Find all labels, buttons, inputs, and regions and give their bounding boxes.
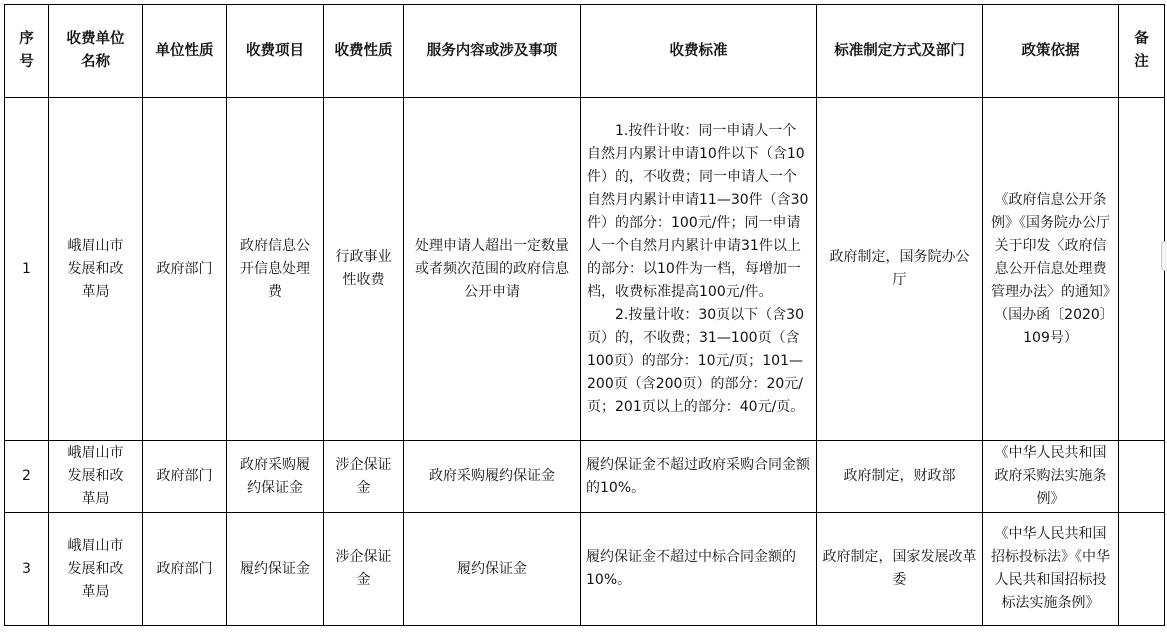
row-remark [1119, 98, 1165, 441]
row-method-dept: 政府制定，财政部 [817, 441, 983, 513]
header-policy: 政策依据 [983, 5, 1119, 98]
standard-paragraph-volume: 2.按量计收：30页以下（含30页）的，不收费；31—100页（含100页）的部分：10元/页；101—200页（含200页）的部分：20元/页；201页以上的部分：40元/页。 [587, 306, 805, 415]
row-standard [581, 98, 817, 441]
row-policy: 《中华人民共和国招标投标法》《中华人民共和国招标投标法实施条例》 [983, 513, 1119, 626]
row-method-dept: 政府制定，国务院办公厅 [817, 98, 983, 441]
scroll-handle[interactable] [1161, 241, 1167, 271]
table-row [5, 513, 1165, 626]
row-seq: 1 [5, 98, 49, 441]
row-service: 履约保证金 [404, 513, 581, 626]
row-method-dept: 政府制定，国家发展改革委 [817, 513, 983, 626]
row-service: 处理申请人超出一定数量或者频次范围的政府信息公开申请 [404, 98, 581, 441]
header-seq: 序号 [5, 5, 49, 98]
table-row [5, 98, 1165, 441]
row-fee-nature: 行政事业性收费 [324, 98, 404, 441]
row-fee-nature: 涉企保证金 [324, 441, 404, 513]
row-remark [1119, 441, 1165, 513]
row-fee-nature: 涉企保证金 [324, 513, 404, 626]
header-standard: 收费标准 [581, 5, 817, 98]
standard-paragraph-piece: 1.按件计收：同一申请人一个自然月内累计申请10件以下（含10件）的，不收费；同一申请人一个自然月内累计申请11—30件（含30件）的部分：100元/件；同一申请人一个自然月内累计申请31件以上的部分：以10件为一档，每增加一档，收费标准提高100元/件。 [587, 122, 809, 300]
row-remark [1119, 513, 1165, 626]
row-seq: 3 [5, 513, 49, 626]
row-standard: 履约保证金不超过中标合同金额的10%。 [581, 513, 817, 626]
row-item: 履约保证金 [227, 513, 324, 626]
row-item: 政府信息公开信息处理费 [227, 98, 324, 441]
row-item: 政府采购履约保证金 [227, 441, 324, 513]
row-seq: 2 [5, 441, 49, 513]
fee-table [4, 4, 1165, 626]
header-method-dept: 标准制定方式及部门 [817, 5, 983, 98]
header-item: 收费项目 [227, 5, 324, 98]
header-fee-nature: 收费性质 [324, 5, 404, 98]
header-row [5, 5, 1165, 98]
row-unit: 峨眉山市发展和改革局 [49, 513, 143, 626]
row-unit: 峨眉山市发展和改革局 [49, 441, 143, 513]
row-policy: 《中华人民共和国政府采购法实施条例》 [983, 441, 1119, 513]
row-unit-nature: 政府部门 [143, 513, 227, 626]
row-unit: 峨眉山市发展和改革局 [49, 98, 143, 441]
header-service: 服务内容或涉及事项 [404, 5, 581, 98]
row-service: 政府采购履约保证金 [404, 441, 581, 513]
header-remark: 备注 [1119, 5, 1165, 98]
row-unit-nature: 政府部门 [143, 441, 227, 513]
row-standard: 履约保证金不超过政府采购合同金额的10%。 [581, 441, 817, 513]
header-unit: 收费单位名称 [49, 5, 143, 98]
header-unit-nature: 单位性质 [143, 5, 227, 98]
table-row [5, 441, 1165, 513]
row-policy: 《政府信息公开条例》《国务院办公厅关于印发〈政府信息公开信息处理费管理办法〉的通知》（国办函〔2020〕109号） [983, 98, 1119, 441]
row-unit-nature: 政府部门 [143, 98, 227, 441]
